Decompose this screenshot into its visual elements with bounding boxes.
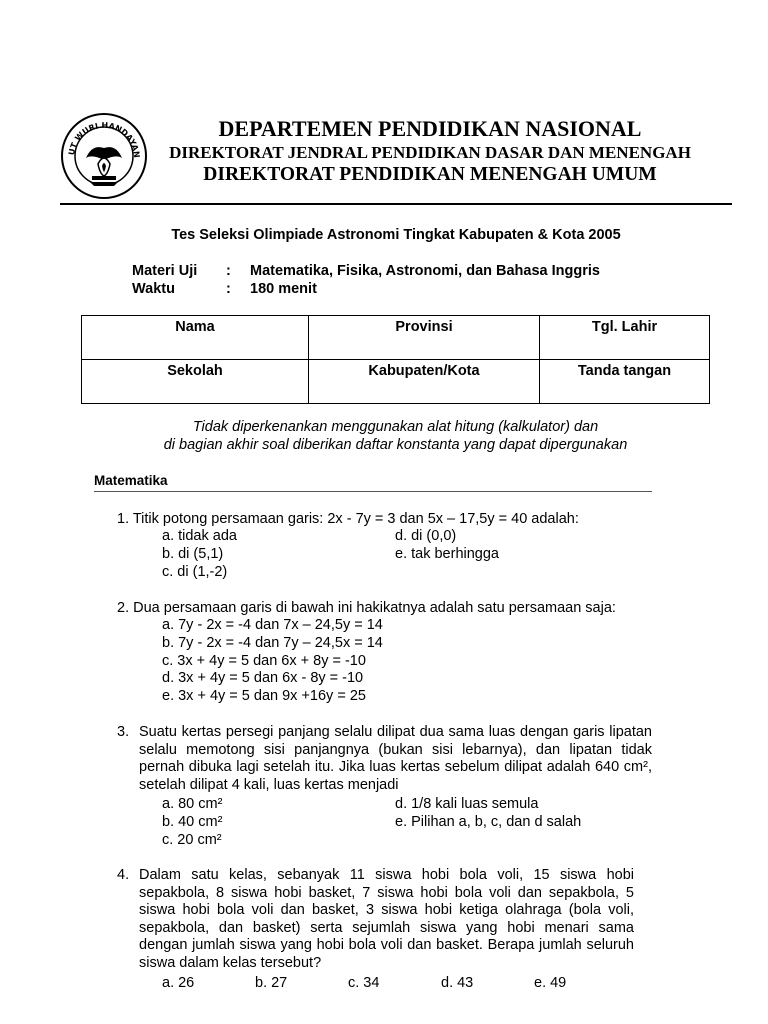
q2-option-d: d. 3x + 4y = 5 dan 6x - 8y = -10 bbox=[162, 670, 364, 686]
q1-option-c: c. di (1,-2) bbox=[162, 564, 228, 580]
name-cell[interactable]: Nama bbox=[82, 316, 309, 360]
q3-option-c: c. 20 cm² bbox=[162, 832, 222, 848]
participant-form bbox=[81, 315, 710, 404]
q1-stem: 1. Titik potong persamaan garis: 2x - 7y = 3 dan 5x – 17,5y = 40 adalah: bbox=[117, 511, 579, 527]
q4-option-e: e. 49 bbox=[534, 975, 567, 991]
school-cell[interactable]: Sekolah bbox=[82, 360, 309, 404]
q3-number: 3. bbox=[117, 724, 130, 740]
q1-option-a: a. tidak ada bbox=[162, 528, 237, 544]
q1-option-d: d. di (0,0) bbox=[395, 528, 457, 544]
q4-stem: Dalam satu kelas, sebanyak 11 siswa hobi bola voli, 15 siswa hobi sepakbola, 8 siswa hobi basket, 7 siswa hobi bola voli dan sepakbola, 5 siswa hobi bola voli dan basket, 3 siswa hobi ketiga olahraga (bola voli, sepakbola, dan basket) serta sejumlah siswa yang hobi menari sama dengan jumlah siswa yang hobi bola voli dan basket. Berapa jumlah seluruh siswa dalam kelas tersebut? bbox=[139, 867, 634, 971]
q3-option-b: b. 40 cm² bbox=[162, 814, 223, 830]
q4-option-d: d. 43 bbox=[441, 975, 474, 991]
q3-option-d: d. 1/8 kali luas semula bbox=[395, 796, 539, 812]
q2-stem: 2. Dua persamaan garis di bawah ini hakikatnya adalah satu persamaan saja: bbox=[117, 600, 616, 616]
subject-label: Materi Uji bbox=[132, 263, 198, 279]
test-title: Tes Seleksi Olimpiade Astronomi Tingkat Kabupaten & Kota 2005 bbox=[171, 227, 621, 243]
section-divider bbox=[94, 491, 652, 492]
directorate-general-title: DIREKTORAT JENDRAL PENDIDIKAN DASAR DAN MENENGAH bbox=[169, 143, 691, 162]
district-cell[interactable]: Kabupaten/Kota bbox=[309, 360, 540, 404]
q2-option-a: a. 7y - 2x = -4 dan 7x – 24,5y = 14 bbox=[162, 617, 383, 633]
q1-option-b: b. di (5,1) bbox=[162, 546, 224, 562]
q3-option-e: e. Pilihan a, b, c, dan d salah bbox=[395, 814, 582, 830]
q3-option-a: a. 80 cm² bbox=[162, 796, 223, 812]
q4-option-c: c. 34 bbox=[348, 975, 380, 991]
signature-cell[interactable]: Tanda tangan bbox=[540, 360, 710, 404]
subject-value: Matematika, Fisika, Astronomi, dan Bahasa Inggris bbox=[250, 263, 600, 279]
section-heading: Matematika bbox=[94, 473, 168, 488]
birthdate-cell[interactable]: Tgl. Lahir bbox=[540, 316, 710, 360]
time-value: 180 menit bbox=[250, 281, 317, 297]
q2-option-b: b. 7y - 2x = -4 dan 7y – 24,5x = 14 bbox=[162, 635, 383, 651]
time-label: Waktu bbox=[132, 281, 175, 297]
q4-option-b: b. 27 bbox=[255, 975, 288, 991]
header-divider bbox=[60, 203, 732, 205]
q4-number: 4. bbox=[117, 867, 130, 883]
q2-option-e: e. 3x + 4y = 5 dan 9x +16y = 25 bbox=[162, 688, 366, 704]
ministry-title: DEPARTEMEN PENDIDIKAN NASIONAL bbox=[218, 116, 642, 141]
instruction-line-1: Tidak diperkenankan menggunakan alat hitung (kalkulator) dan bbox=[192, 419, 599, 435]
province-cell[interactable]: Provinsi bbox=[309, 316, 540, 360]
logo-motto: UT WURI HANDAYAN bbox=[67, 120, 142, 159]
instruction-line-2: di bagian akhir soal diberikan daftar konstanta yang dapat dipergunakan bbox=[163, 437, 628, 453]
directorate-title: DIREKTORAT PENDIDIKAN MENENGAH UMUM bbox=[203, 164, 657, 185]
q3-stem: Suatu kertas persegi panjang selalu dilipat dua sama luas dengan garis lipatan selalu memotong sisi panjangnya (bukan sisi lebarnya), dan lipatan tidak pernah dibuka lagi setelah itu. Jika luas kertas sebelum dilipat adalah 640 cm², setelah dilipat 4 kali, luas kertas menjadi bbox=[139, 724, 652, 793]
q2-option-c: c. 3x + 4y = 5 dan 6x + 8y = -10 bbox=[162, 653, 366, 669]
subject-colon: : bbox=[226, 263, 231, 279]
q4-option-a: a. 26 bbox=[162, 975, 195, 991]
time-colon: : bbox=[226, 281, 231, 297]
q1-option-e: e. tak berhingga bbox=[395, 546, 499, 562]
